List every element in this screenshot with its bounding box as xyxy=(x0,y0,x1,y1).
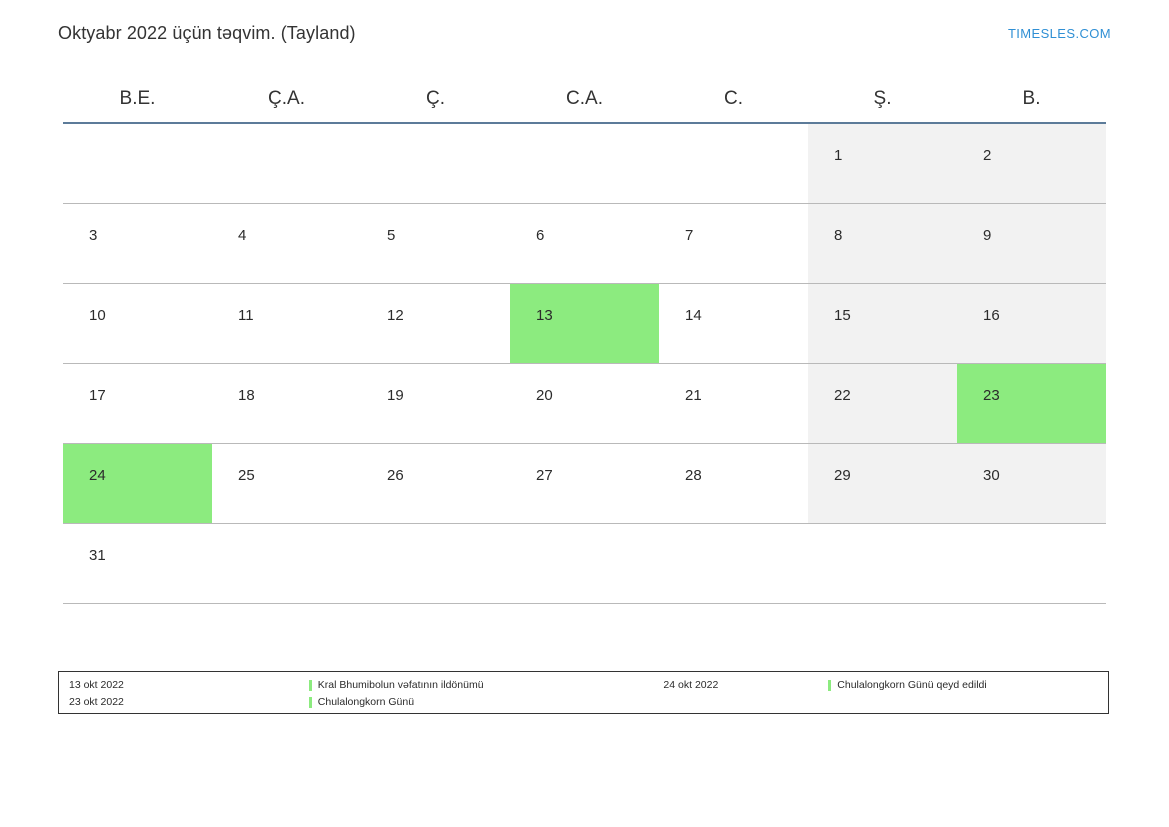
day-number: 14 xyxy=(685,307,702,324)
weekday-header-mon: B.E. xyxy=(63,75,212,123)
day-number: 27 xyxy=(536,467,553,484)
legend-names-column-1 xyxy=(309,679,664,709)
weekday-header-fri: C. xyxy=(659,75,808,123)
legend-holiday-label: Kral Bhumibolun vəfatının ildönümü xyxy=(317,679,484,691)
calendar-day-25[interactable] xyxy=(212,444,361,524)
site-link[interactable]: TIMESLES.COM xyxy=(1007,25,1111,41)
calendar-week-row xyxy=(63,123,1106,204)
calendar-day-empty xyxy=(957,524,1106,604)
day-number: 23 xyxy=(983,387,1000,404)
calendar-day-13[interactable] xyxy=(510,284,659,364)
page-header xyxy=(58,18,1111,48)
day-number: 28 xyxy=(685,467,702,484)
day-number: 31 xyxy=(89,547,106,564)
day-number: 30 xyxy=(983,467,1000,484)
calendar-day-28[interactable] xyxy=(659,444,808,524)
day-number: 13 xyxy=(536,307,553,324)
calendar-day-10[interactable] xyxy=(63,284,212,364)
weekday-header-sat: Ş. xyxy=(808,75,957,123)
day-number: 1 xyxy=(834,147,843,164)
calendar-day-20[interactable] xyxy=(510,364,659,444)
day-number: 21 xyxy=(685,387,702,404)
day-number: 4 xyxy=(238,227,247,244)
calendar-week-row xyxy=(63,204,1106,284)
calendar-day-17[interactable] xyxy=(63,364,212,444)
calendar-day-21[interactable] xyxy=(659,364,808,444)
calendar-day-6[interactable] xyxy=(510,204,659,284)
legend-date: 24 okt 2022 xyxy=(663,679,719,691)
calendar-body xyxy=(63,123,1106,604)
day-number: 3 xyxy=(89,227,98,244)
calendar-day-empty xyxy=(212,123,361,204)
legend-box xyxy=(58,671,1109,714)
calendar-day-empty xyxy=(361,524,510,604)
day-number: 26 xyxy=(387,467,404,484)
day-number: 10 xyxy=(89,307,106,324)
day-number: 22 xyxy=(834,387,851,404)
calendar-day-29[interactable] xyxy=(808,444,957,524)
calendar-week-row xyxy=(63,524,1106,604)
weekday-header-sun: B. xyxy=(957,75,1106,123)
weekday-header-wed: Ç. xyxy=(361,75,510,123)
legend-holiday-name xyxy=(309,696,664,709)
calendar-day-15[interactable] xyxy=(808,284,957,364)
weekday-header-thu: C.A. xyxy=(510,75,659,123)
calendar-day-4[interactable] xyxy=(212,204,361,284)
calendar-day-11[interactable] xyxy=(212,284,361,364)
calendar-day-14[interactable] xyxy=(659,284,808,364)
day-number: 16 xyxy=(983,307,1000,324)
calendar-day-22[interactable] xyxy=(808,364,957,444)
calendar-day-19[interactable] xyxy=(361,364,510,444)
calendar-day-1[interactable] xyxy=(808,123,957,204)
day-number: 8 xyxy=(834,227,843,244)
page-title: Oktyabr 2022 üçün təqvim. (Tayland) xyxy=(58,22,356,43)
calendar-day-3[interactable] xyxy=(63,204,212,284)
legend-date: 23 okt 2022 xyxy=(69,696,124,708)
calendar-day-empty xyxy=(510,123,659,204)
legend-holiday-name xyxy=(309,679,664,692)
legend-holiday-label: Chulalongkorn Günü xyxy=(317,696,415,708)
day-number: 9 xyxy=(983,227,992,244)
calendar-day-empty xyxy=(659,524,808,604)
calendar-day-empty xyxy=(361,123,510,204)
calendar-grid xyxy=(63,75,1106,604)
calendar-day-18[interactable] xyxy=(212,364,361,444)
calendar-day-30[interactable] xyxy=(957,444,1106,524)
calendar-day-5[interactable] xyxy=(361,204,510,284)
weekday-header-tue: Ç.A. xyxy=(212,75,361,123)
calendar-day-empty xyxy=(510,524,659,604)
day-number: 2 xyxy=(983,147,992,164)
calendar-week-row xyxy=(63,444,1106,524)
calendar-day-27[interactable] xyxy=(510,444,659,524)
legend-dates-column-1 xyxy=(59,679,309,709)
legend-holiday-name xyxy=(828,679,1108,692)
day-number: 19 xyxy=(387,387,404,404)
calendar-week-row xyxy=(63,364,1106,444)
day-number: 7 xyxy=(685,227,694,244)
day-number: 5 xyxy=(387,227,396,244)
day-number: 12 xyxy=(387,307,404,324)
legend-dates-column-2 xyxy=(663,679,828,692)
day-number: 29 xyxy=(834,467,851,484)
day-number: 15 xyxy=(834,307,851,324)
calendar-day-9[interactable] xyxy=(957,204,1106,284)
weekday-header-row xyxy=(63,75,1106,123)
holiday-color-swatch-icon xyxy=(828,680,831,691)
holiday-color-swatch-icon xyxy=(309,697,312,708)
calendar-day-8[interactable] xyxy=(808,204,957,284)
calendar-day-empty xyxy=(659,123,808,204)
calendar-day-7[interactable] xyxy=(659,204,808,284)
calendar-day-24[interactable] xyxy=(63,444,212,524)
calendar-table xyxy=(63,75,1106,604)
day-number: 17 xyxy=(89,387,106,404)
calendar-week-row xyxy=(63,284,1106,364)
day-number: 18 xyxy=(238,387,255,404)
legend-date: 13 okt 2022 xyxy=(69,679,124,691)
day-number: 20 xyxy=(536,387,553,404)
holiday-color-swatch-icon xyxy=(309,680,312,691)
calendar-day-empty xyxy=(63,123,212,204)
legend-names-column-2 xyxy=(828,679,1108,692)
legend-holiday-label: Chulalongkorn Günü qeyd edildi xyxy=(837,679,987,691)
calendar-day-empty xyxy=(212,524,361,604)
day-number: 11 xyxy=(238,307,254,324)
calendar-day-31[interactable] xyxy=(63,524,212,604)
calendar-day-12[interactable] xyxy=(361,284,510,364)
day-number: 24 xyxy=(89,467,106,484)
day-number: 25 xyxy=(238,467,255,484)
calendar-day-2[interactable] xyxy=(957,123,1106,204)
calendar-day-empty xyxy=(808,524,957,604)
day-number: 6 xyxy=(536,227,545,244)
calendar-day-16[interactable] xyxy=(957,284,1106,364)
calendar-day-26[interactable] xyxy=(361,444,510,524)
calendar-day-23[interactable] xyxy=(957,364,1106,444)
